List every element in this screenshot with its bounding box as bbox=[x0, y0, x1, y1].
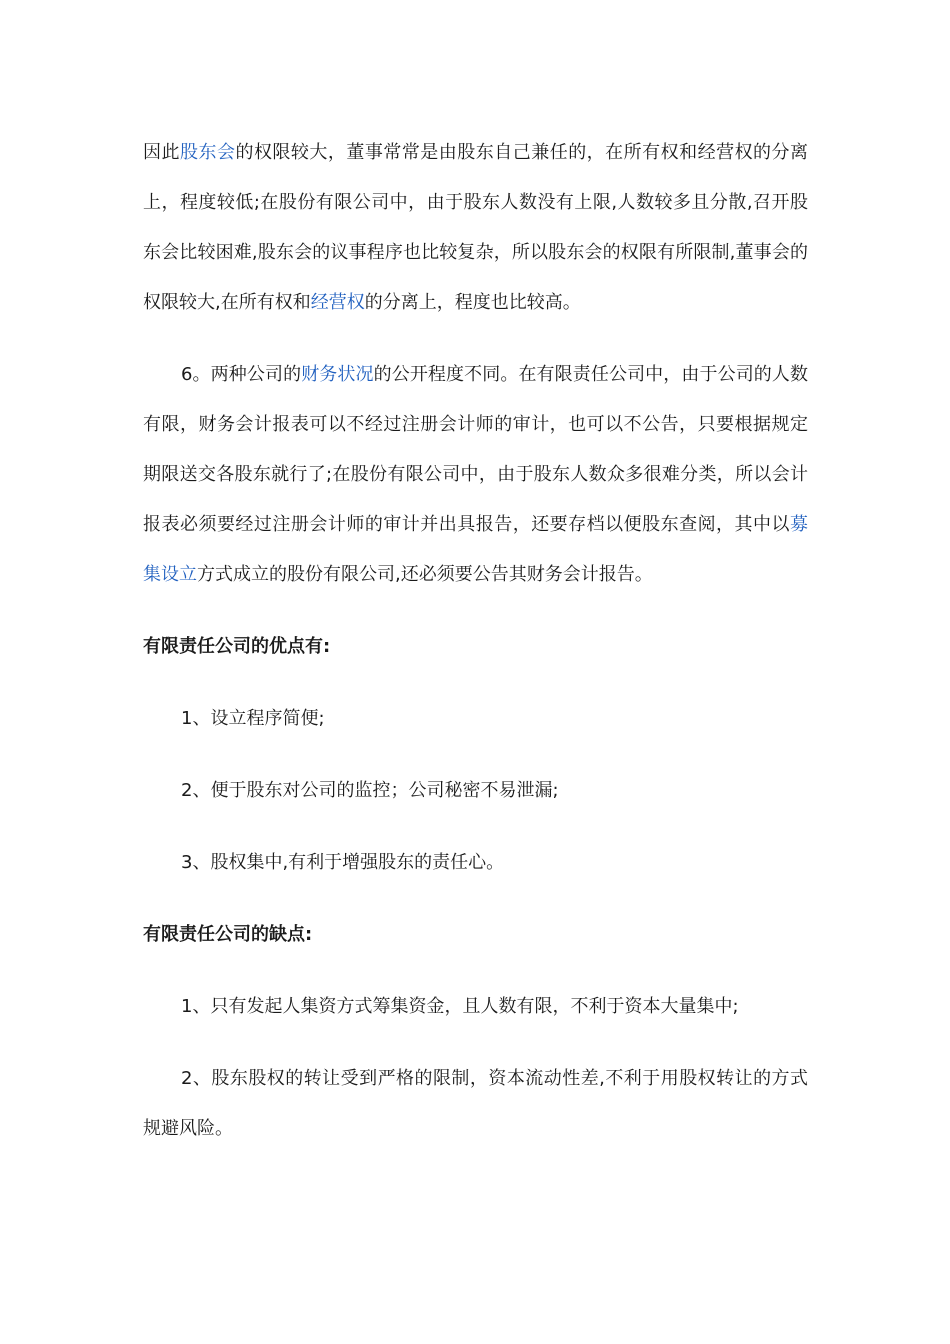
list-item-advantage-3: 3、股权集中,有利于增强股东的责任心。 bbox=[181, 852, 505, 873]
link-financial-status[interactable]: 财务状况 bbox=[301, 364, 374, 385]
list-item-advantage-1: 1、设立程序简便; bbox=[181, 708, 325, 729]
document-page bbox=[143, 128, 808, 1154]
paragraph-shareholder-powers bbox=[143, 128, 808, 328]
text-segment: 方式成立的股份有限公司,还必须要公告其财务会计报告。 bbox=[197, 564, 653, 585]
list-item-disadvantage-2: 2、股东股权的转让受到严格的限制，资本流动性差,不利于用股权转让的方式规避风险。 bbox=[143, 1068, 808, 1139]
text-segment: 因此 bbox=[143, 142, 180, 163]
list-item-advantage-2: 2、便于股东对公司的监控；公司秘密不易泄漏; bbox=[181, 780, 559, 801]
text-segment: 6。两种公司的 bbox=[181, 364, 302, 385]
list-item-disadvantage-1: 1、只有发起人集资方式筹集资金，且人数有限，不利于资本大量集中; bbox=[181, 996, 739, 1017]
link-fundraising-establishment[interactable]: 募集设立 bbox=[143, 514, 808, 585]
text-segment: 的分离上，程度也比较高。 bbox=[364, 292, 581, 313]
link-shareholders-meeting[interactable]: 股东会 bbox=[179, 142, 236, 163]
heading-disadvantages: 有限责任公司的缺点: bbox=[143, 924, 313, 945]
text-segment: 的公开程度不同。在有限责任公司中，由于公司的人数有限，财务会计报表可以不经过注册会计师的审计，也可以不公告，只要根据规定期限送交各股东就行了;在股份有限公司中，由于股东人数众多很难分类，所以会计报表必须要经过注册会计师的审计并出具报告，还要存档以便股东查阅，其中以 bbox=[143, 364, 809, 535]
paragraph-financial-disclosure bbox=[143, 350, 808, 600]
text-segment: 的权限较大，董事常常是由股东自己兼任的，在所有权和经营权的分离上，程度较低;在股份有限公司中，由于股东人数没有上限,人数较多且分散,召开股东会比较困难,股东会的议事程序也比较复杂，所以股东会的权限有所限制,董事会的权限较大,在所有权和 bbox=[143, 142, 809, 313]
heading-advantages: 有限责任公司的优点有: bbox=[143, 636, 331, 657]
link-management-rights[interactable]: 经营权 bbox=[310, 292, 365, 313]
